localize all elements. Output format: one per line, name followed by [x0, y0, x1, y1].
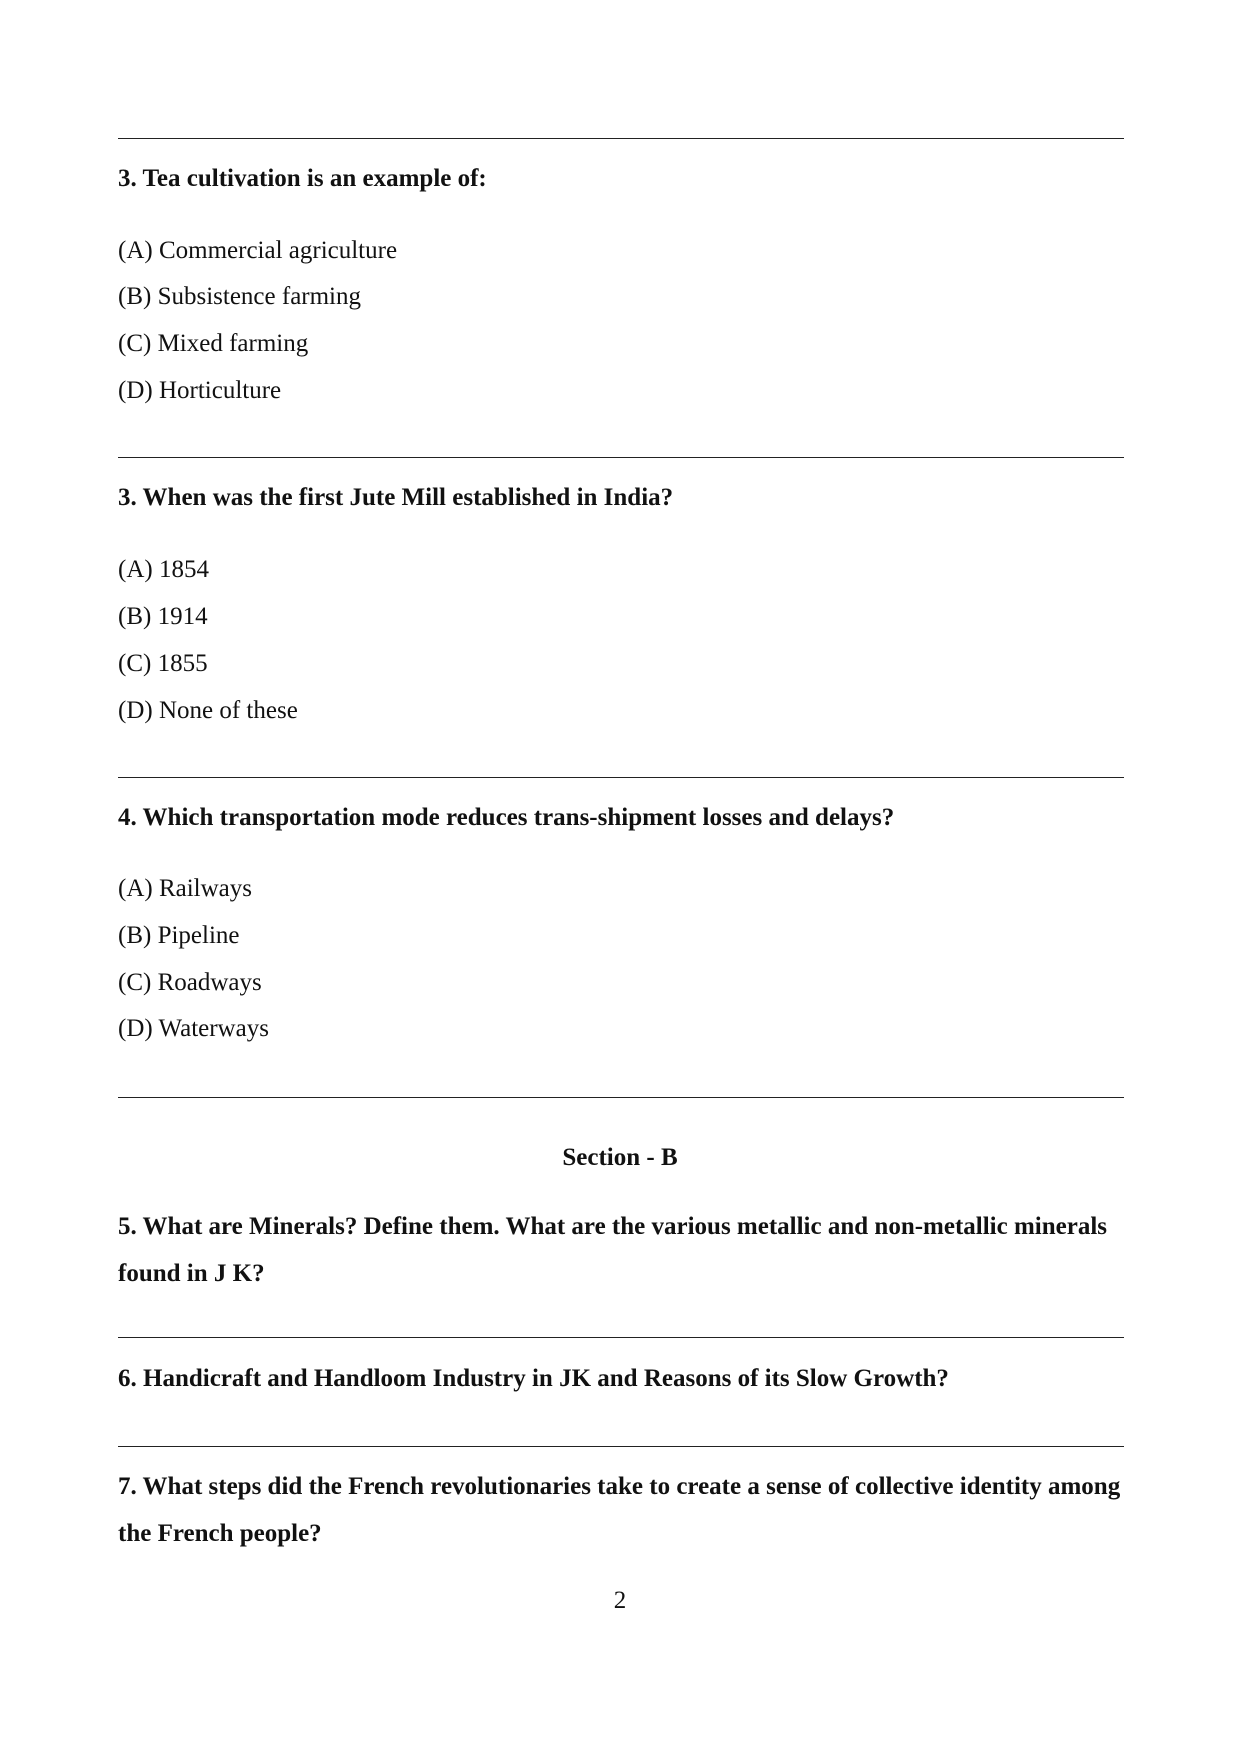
option-b: (B) Subsistence farming — [118, 283, 362, 310]
option-a: (A) 1854 — [118, 556, 209, 583]
question-text: 7. What steps did the French revolutionaries take to create a sense of collective identity among the French people? — [118, 1473, 1121, 1547]
divider — [118, 1337, 1124, 1338]
question-text: 3. When was the first Jute Mill established in India? — [118, 484, 674, 511]
section-heading: Section - B — [562, 1144, 678, 1171]
question-text: 3. Tea cultivation is an example of: — [118, 165, 487, 192]
option-d: (D) None of these — [118, 697, 298, 724]
option-c: (C) 1855 — [118, 650, 208, 677]
question-text: 5. What are Minerals? Define them. What are the various metallic and non-metallic minerals found in J K? — [118, 1213, 1108, 1287]
option-a: (A) Commercial agriculture — [118, 237, 398, 264]
option-a: (A) Railways — [118, 875, 252, 902]
divider — [118, 777, 1124, 778]
option-b: (B) 1914 — [118, 603, 208, 630]
divider — [118, 1446, 1124, 1447]
option-c: (C) Roadways — [118, 969, 262, 996]
question-text: 4. Which transportation mode reduces trans-shipment losses and delays? — [118, 804, 895, 831]
page-number: 2 — [613, 1587, 627, 1614]
question-text: 6. Handicraft and Handloom Industry in JK and Reasons of its Slow Growth? — [118, 1365, 949, 1392]
option-c: (C) Mixed farming — [118, 330, 309, 357]
divider — [118, 138, 1124, 139]
option-d: (D) Waterways — [118, 1015, 269, 1042]
divider — [118, 457, 1124, 458]
option-d: (D) Horticulture — [118, 377, 282, 404]
option-b: (B) Pipeline — [118, 922, 240, 949]
divider — [118, 1097, 1124, 1098]
